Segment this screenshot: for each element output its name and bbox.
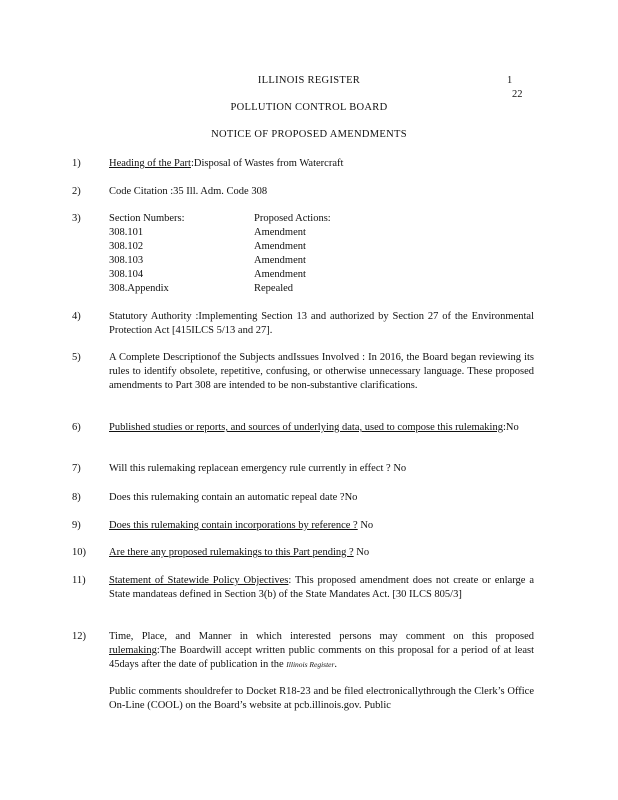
item-number: 4) bbox=[72, 311, 81, 322]
section-number: 308.103 bbox=[109, 255, 144, 266]
item-published-studies bbox=[109, 421, 534, 435]
agency-title: POLLUTION CONTROL BOARD bbox=[230, 102, 388, 113]
item-text: . bbox=[334, 659, 338, 670]
item-number: 10) bbox=[72, 547, 86, 558]
item-text: No bbox=[360, 520, 374, 531]
item-text: :No bbox=[502, 422, 519, 433]
register-title: ILLINOIS REGISTER bbox=[257, 75, 361, 86]
item-number: 9) bbox=[72, 520, 81, 531]
section-number: 308.104 bbox=[109, 269, 144, 280]
item-comment-paragraph: Public comments shouldrefer to Docket R18-23 and be filed electronicallythrough the Clerk’s Office On-Line (COOL) on the Board’s website at pcb.illinois.gov. Public bbox=[109, 686, 534, 711]
item-label: rulemaking bbox=[109, 645, 157, 656]
item-code-citation: Code Citation :35 Ill. Adm. Code 308 bbox=[109, 186, 268, 197]
item-heading bbox=[109, 157, 534, 171]
item-emergency-rule: Will this rulemaking replacean emergency rule currently in effect ? No bbox=[109, 463, 407, 474]
item-statutory-authority: Statutory Authority :Implementing Section 13 and authorized by Section 27 of the Environmental Protection Act [415ILCS 5/13 and 27]. bbox=[109, 311, 534, 336]
item-text: Time, Place, and Manner in which interested persons may comment on this proposed bbox=[109, 631, 534, 642]
item-text: :The Boardwill accept written public comments on this proposal for a period of at least 45days after the date of publication in the bbox=[109, 645, 534, 670]
section-numbers-header: Section Numbers: bbox=[109, 213, 185, 224]
item-pending-rulemakings bbox=[109, 546, 534, 560]
page-number-secondary: 22 bbox=[512, 89, 523, 100]
section-number: 308.102 bbox=[109, 241, 144, 252]
page-number: 1 bbox=[507, 75, 513, 86]
item-policy-objectives bbox=[109, 574, 534, 602]
item-number: 12) bbox=[72, 631, 86, 642]
notice-title: NOTICE OF PROPOSED AMENDMENTS bbox=[211, 129, 407, 140]
proposed-action: Amendment bbox=[254, 227, 306, 238]
proposed-actions-header: Proposed Actions: bbox=[254, 213, 331, 224]
item-text: :Disposal of Wastes from Watercraft bbox=[190, 158, 344, 169]
item-text: : This proposed amendment does not create or enlarge a State mandateas defined in Section 3(b) of the State Mandates Act. [30 ILCS 805/3] bbox=[109, 575, 534, 600]
item-comment-procedure bbox=[109, 630, 534, 672]
item-description: A Complete Descriptionof the Subjects andIssues Involved : In 2016, the Board began reviewing its rules to identify obsolete, repetitive, confusing, or otherwise unnecessary language. These proposed amendments to Part 308 are intended to be non-substantive clarifications. bbox=[109, 352, 534, 391]
item-incorporations bbox=[109, 519, 534, 533]
item-label: Are there any proposed rulemakings to this Part pending ? bbox=[109, 547, 354, 558]
item-number: 1) bbox=[72, 158, 81, 169]
item-number: 6) bbox=[72, 422, 81, 433]
item-label: Does this rulemaking contain incorporations by reference ? bbox=[109, 520, 358, 531]
proposed-action: Repealed bbox=[254, 283, 294, 294]
item-label: Published studies or reports, and sources of underlying data, used to compose this rulemaking bbox=[109, 422, 503, 433]
proposed-action: Amendment bbox=[254, 255, 306, 266]
section-number: 308.101 bbox=[109, 227, 144, 238]
item-label: Heading of the Part bbox=[109, 158, 191, 169]
item-label: Statement of Statewide Policy Objectives bbox=[109, 575, 289, 586]
item-number: 5) bbox=[72, 352, 81, 363]
item-text: No bbox=[356, 547, 370, 558]
register-italic: Illinois Register bbox=[286, 660, 335, 669]
item-number: 11) bbox=[72, 575, 86, 586]
item-number: 7) bbox=[72, 463, 81, 474]
item-number: 8) bbox=[72, 492, 81, 503]
item-number: 3) bbox=[72, 213, 81, 224]
item-repeal-date: Does this rulemaking contain an automatic repeal date ?No bbox=[109, 492, 358, 503]
proposed-action: Amendment bbox=[254, 269, 306, 280]
item-number: 2) bbox=[72, 186, 81, 197]
proposed-action: Amendment bbox=[254, 241, 306, 252]
section-number: 308.Appendix bbox=[109, 283, 169, 294]
